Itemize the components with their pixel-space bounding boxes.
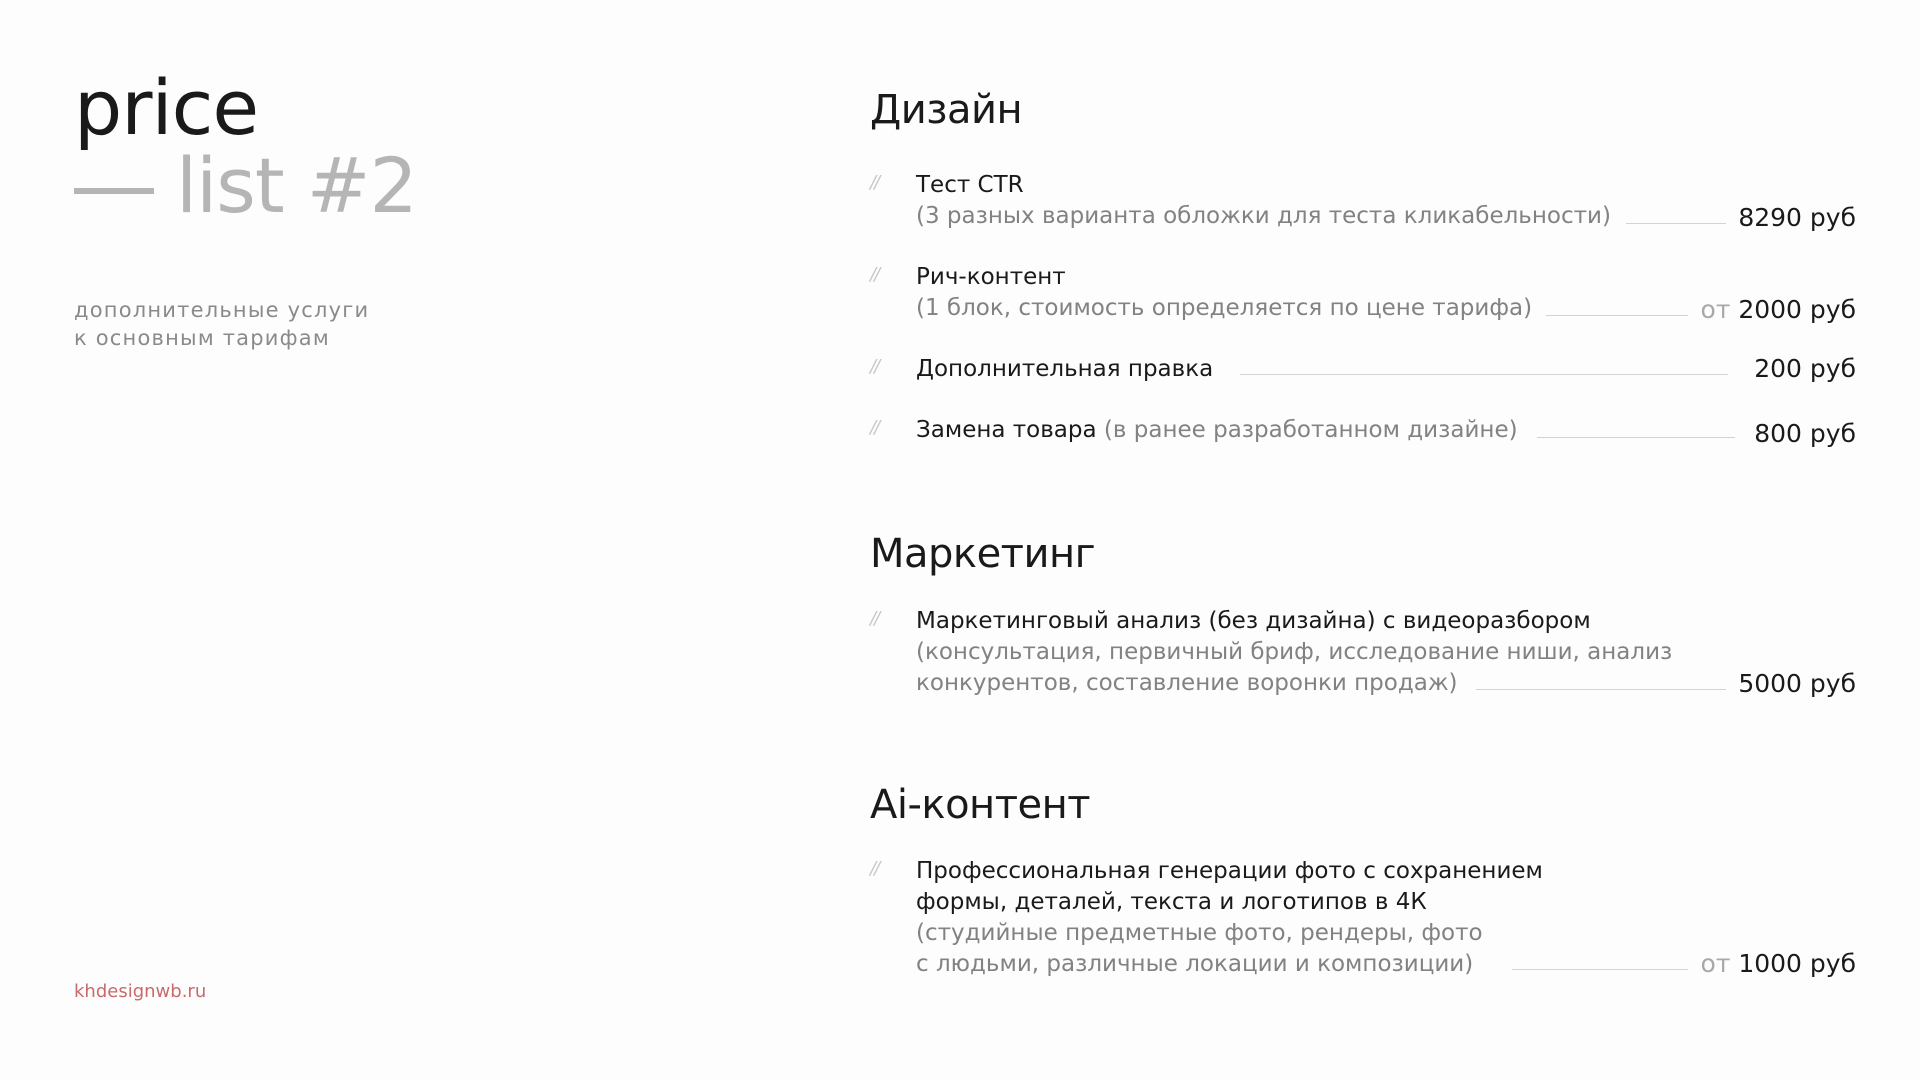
item-marker: // <box>870 172 879 193</box>
item-leader-line <box>1537 437 1735 438</box>
item-leader-line <box>1512 969 1688 970</box>
item-note-line-1: (консультация, первичный бриф, исследование ниши, анализ <box>916 639 1673 665</box>
item-leader-line <box>1546 315 1688 316</box>
page-subtitle <box>74 296 369 352</box>
item-leader-line <box>1240 374 1728 375</box>
item-price <box>1701 295 1856 324</box>
item-name-line-1: Профессиональная генерации фото с сохранением <box>916 858 1543 884</box>
item-marker: // <box>870 417 879 438</box>
title-dash <box>74 188 154 194</box>
title-line-list-text: list #2 <box>176 141 417 230</box>
item-name: Маркетинговый анализ (без дизайна) с видеоразбором <box>916 608 1591 634</box>
item-price <box>1701 949 1856 978</box>
item-body <box>916 170 1611 232</box>
site-link[interactable]: khdesignwb.ru <box>74 981 207 1002</box>
item-price-prefix: от <box>1700 295 1731 324</box>
item-marker: // <box>870 608 879 629</box>
item-note-line-1: (студийные предметные фото, рендеры, фото <box>916 920 1483 946</box>
item-marker: // <box>870 264 879 285</box>
item-name: Рич-контент <box>916 264 1066 290</box>
item-marker: // <box>870 356 879 377</box>
item-body <box>916 415 1518 446</box>
subtitle-line-2: к основным тарифам <box>74 326 330 350</box>
price-item-product-replace <box>870 415 1856 455</box>
price-item-rich-content <box>870 262 1856 362</box>
item-note-line-2: конкурентов, составление воронки продаж) <box>916 670 1458 696</box>
item-price-value: 800 руб <box>1754 419 1856 448</box>
item-name: Тест CTR <box>916 172 1024 198</box>
title-line-list <box>74 141 417 230</box>
item-price-value: 8290 руб <box>1738 203 1856 232</box>
page-title <box>74 63 417 230</box>
section-title-marketing: Маркетинг <box>870 531 1096 577</box>
item-body <box>916 262 1532 324</box>
item-leader-line <box>1626 223 1726 224</box>
item-price-value: 2000 руб <box>1738 295 1856 324</box>
item-body <box>916 856 1543 980</box>
price-item-ai-photo-generation <box>870 856 1856 986</box>
subtitle-line-1: дополнительные услуги <box>74 298 370 322</box>
item-leader-line <box>1476 689 1726 690</box>
item-note: (3 разных варианта обложки для теста кликабельности) <box>916 203 1611 229</box>
item-price-value: 5000 руб <box>1738 669 1856 698</box>
price-item-ctr-test <box>870 170 1856 270</box>
item-note: (1 блок, стоимость определяется по цене тарифа) <box>916 295 1533 321</box>
item-price <box>1754 419 1856 448</box>
item-price <box>1738 203 1856 232</box>
item-name: Дополнительная правка <box>916 356 1214 382</box>
price-item-marketing-analysis <box>870 606 1856 716</box>
item-name: Замена товара <box>916 417 1097 443</box>
section-title-ai-content: Ai-контент <box>870 782 1091 828</box>
item-name-line-2: формы, деталей, текста и логотипов в 4К <box>916 889 1427 915</box>
item-body <box>916 354 1213 385</box>
item-marker: // <box>870 858 879 879</box>
item-note: (в ранее разработанном дизайне) <box>1103 417 1518 443</box>
item-price <box>1754 354 1856 383</box>
item-price <box>1738 669 1856 698</box>
title-line-price: price <box>74 63 259 152</box>
price-item-extra-edit <box>870 354 1856 394</box>
item-price-value: 1000 руб <box>1738 949 1856 978</box>
item-body <box>916 606 1672 699</box>
item-note-line-2: с людьми, различные локации и композиции) <box>916 951 1474 977</box>
item-price-prefix: от <box>1700 949 1731 978</box>
item-price-value: 200 руб <box>1754 354 1856 383</box>
section-title-design: Дизайн <box>870 87 1023 133</box>
